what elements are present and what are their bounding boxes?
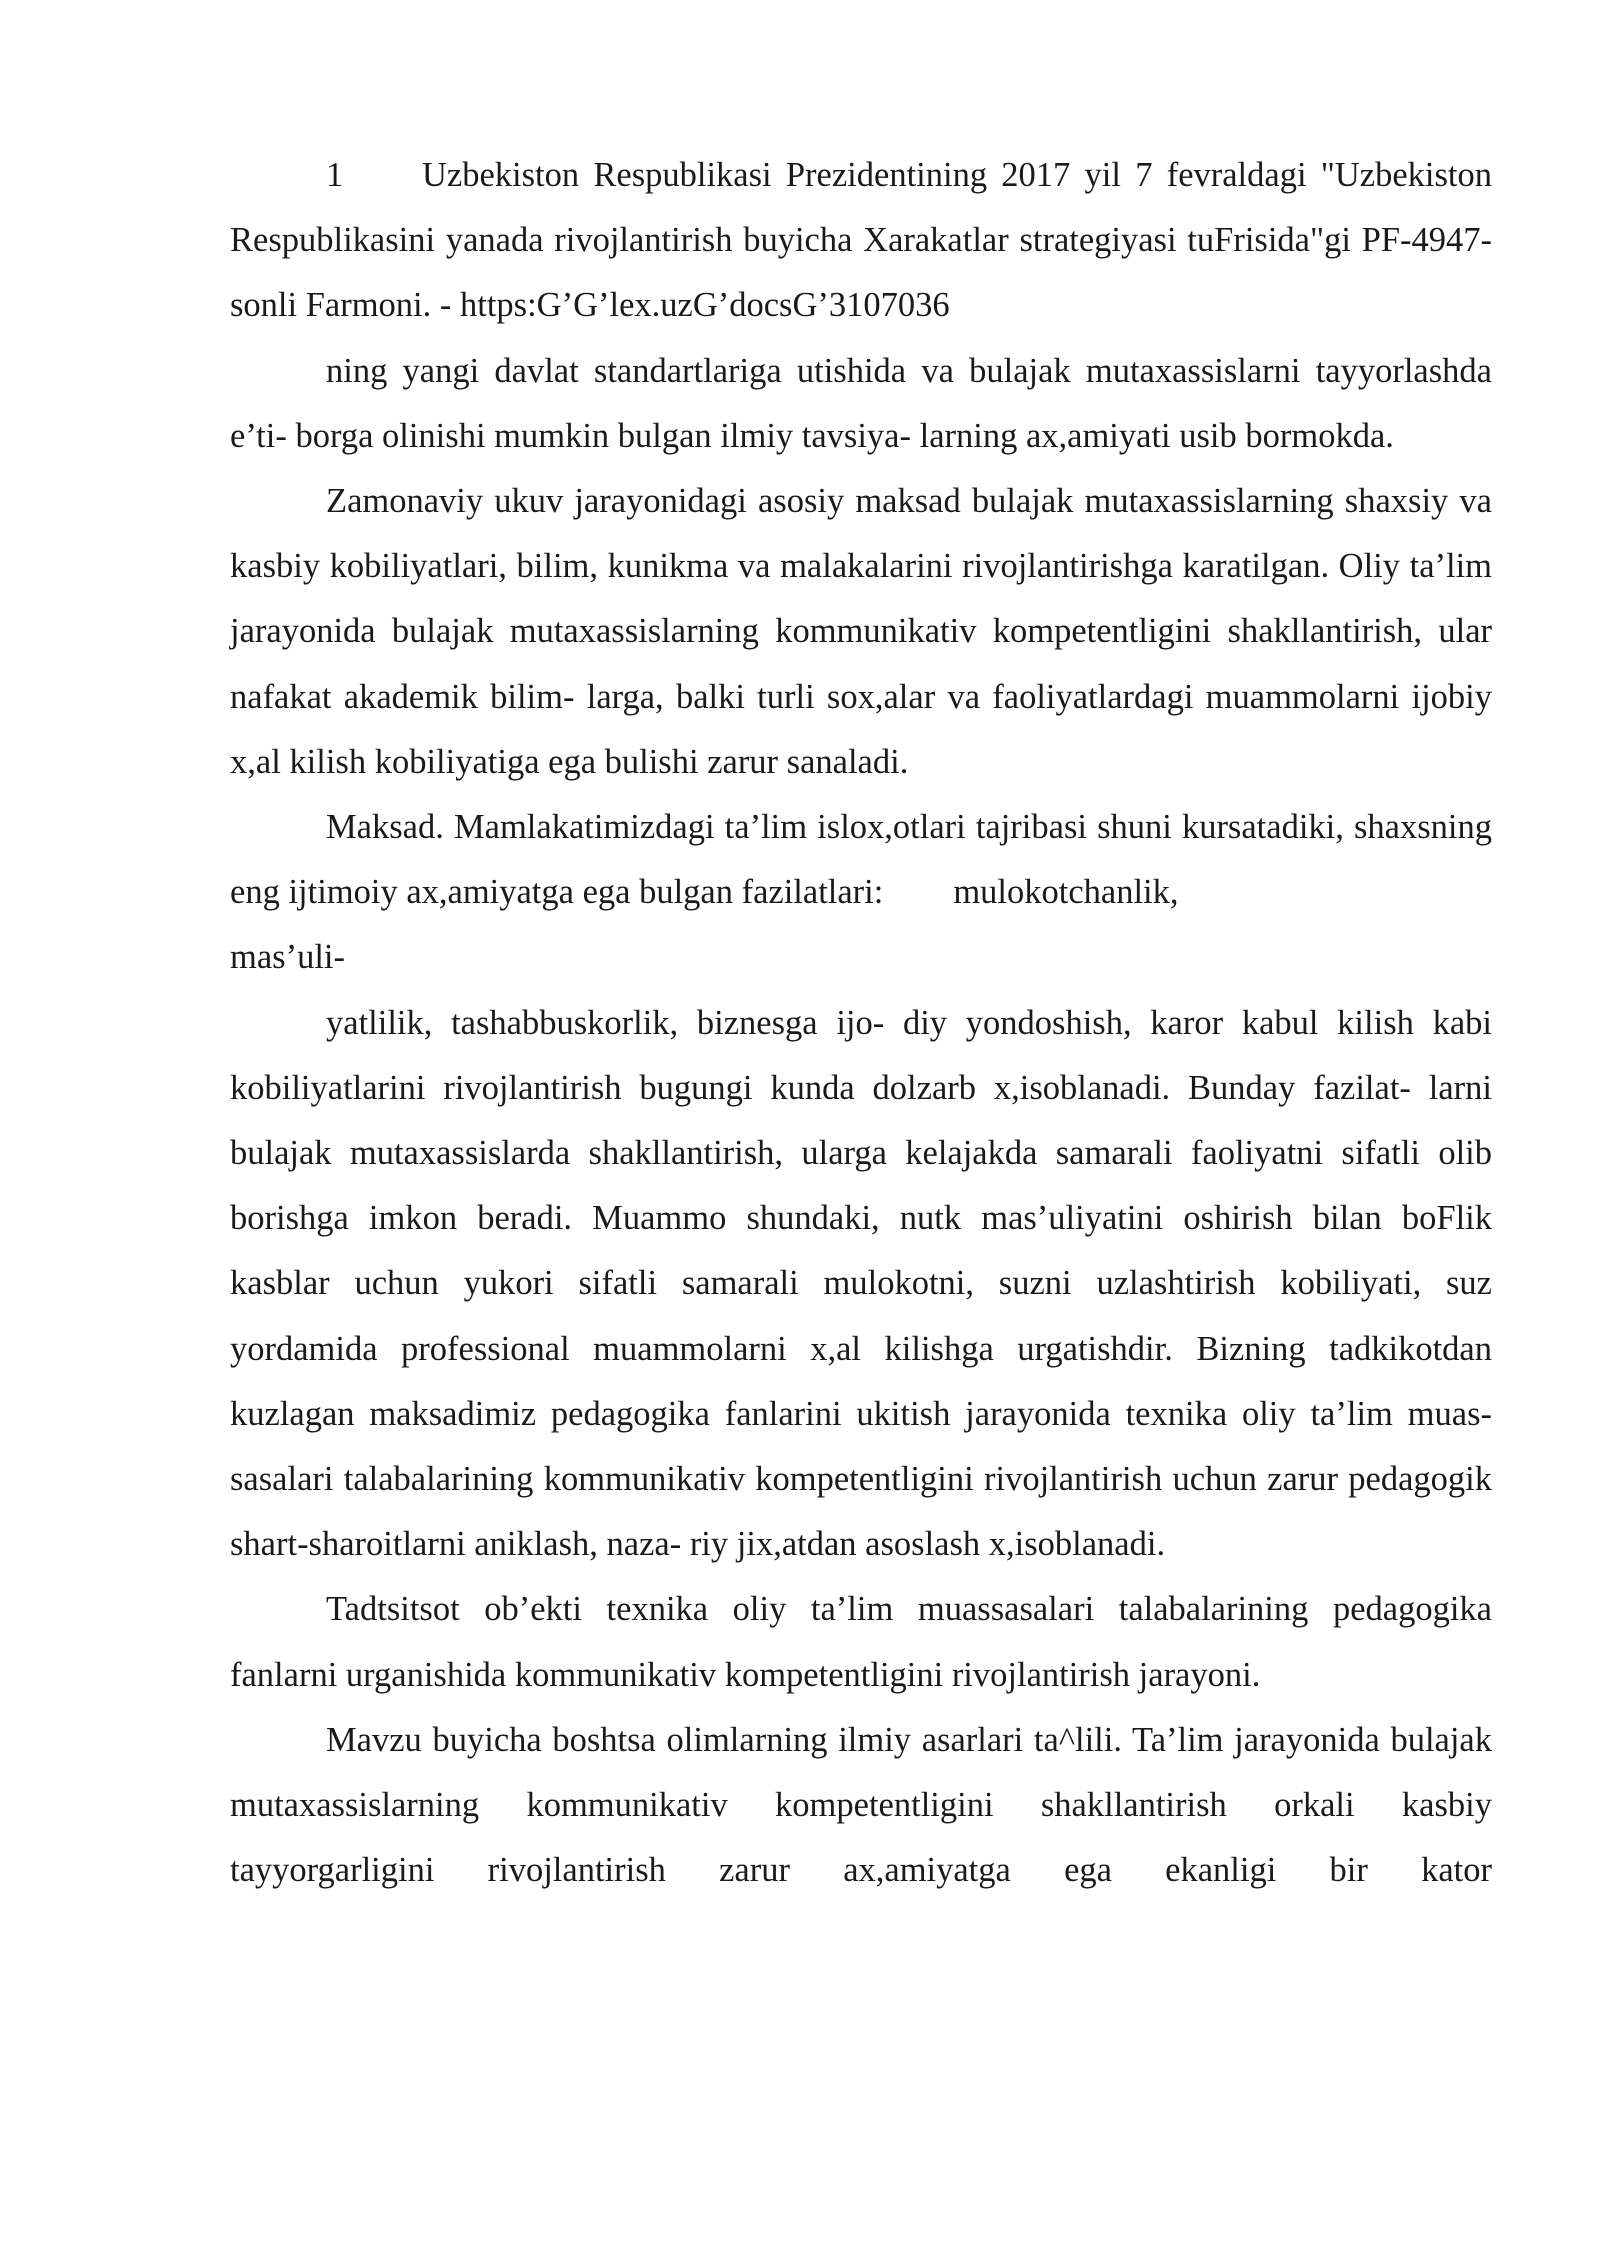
footnote-number: 1 — [326, 156, 344, 194]
paragraph: Tadtsitsot ob’ekti texnika oliy ta’lim muassasalari talabalarining pedagogika fanlarni urganishida kommunikativ kompetentligini rivojlantirish jarayoni. — [230, 1590, 1492, 1694]
paragraph: yatlilik, tashabbuskorlik, biznesga ijo- diy yondoshish, karor kabul kilish kabi kobiliyatlarini rivojlantirish bugungi kunda dolzarb x,isoblanadi. Bunday fazilat- larni bulajak mutaxassislarda shakllantirish, ularga kelajakda samarali faoliyatni sifatli olib borishga imkon beradi. Muammo shundaki, nutk mas’uliyatini oshirish bilan boFlik kasblar uchun yukori sifatli samarali mulokotni, suzni uzlashtirish kobiliyati, suz yordamida professional muammolarni x,al kilishga urgatishdir. Bizning tadkikotdan kuzlagan maksadimiz pedagogika fanlarini ukitish jarayonida texnika oliy ta’lim muas- sasalari talabalarining kommunikativ kompetentligini rivojlantirish uchun zarur pedagogik shart-sharoitlarni aniklash, naza- riy jix,atdan asoslash x,isoblanadi. — [230, 1003, 1492, 1564]
document-body — [230, 143, 1492, 1903]
paragraph: Mavzu buyicha boshtsa olimlarning ilmiy asarlari ta^lili. Ta’lim jarayonida bulajak mutaxassislarning kommunikativ kompetentligini shakllantirish orkali kasbiy tayyorgarligini rivojlantirish zarur ax,amiyatga ega ekanligi bir kator — [230, 1720, 1492, 1890]
paragraph — [230, 795, 1492, 925]
paragraph-text: mulokotchanlik, — [953, 873, 1179, 912]
footnote — [230, 143, 1492, 339]
paragraph: Zamonaviy ukuv jarayonidagi asosiy maksad bulajak mutaxassislarning shaxsiy va kasbiy kobiliyatlari, bilim, kunikma va malakalarini rivojlantirishga karatilgan. Oliy ta’lim jarayonida bulajak mutaxassislarning kommunikativ kompetentligini shakllantirish, ular nafakat akademik bilim- larga, balki turli sox,alar va faoliyatlardagi muammolarni ijobiy x,al kilish kobiliyatiga ega bulishi zarur sanaladi. — [230, 482, 1492, 781]
footnote-text: Uzbekiston Respublikasi Prezidentining 2017 yil 7 fevraldagi "Uzbekiston Respublikasini yanada rivojlantirish buyicha Xarakatlar strategiyasi tuFrisida"gi PF-4947-sonli Farmoni. - https:G’G’lex.uzG’docsG’3107036 — [230, 156, 1492, 325]
paragraph: mas’uli- — [230, 938, 345, 977]
paragraph-text: Maksad. Mamlakatimizdagi ta’lim islox,otlari tajribasi shuni kursatadiki, shaxsning eng ijtimoiy ax,amiyatga ega bulgan fazilatlari: — [230, 808, 1492, 912]
paragraph: ning yangi davlat standartlariga utishida va bulajak mutaxassislarni tayyorlashda e’ti- borga olinishi mumkin bulgan ilmiy tavsiya- larning ax,amiyati usib bormokda. — [230, 351, 1492, 455]
